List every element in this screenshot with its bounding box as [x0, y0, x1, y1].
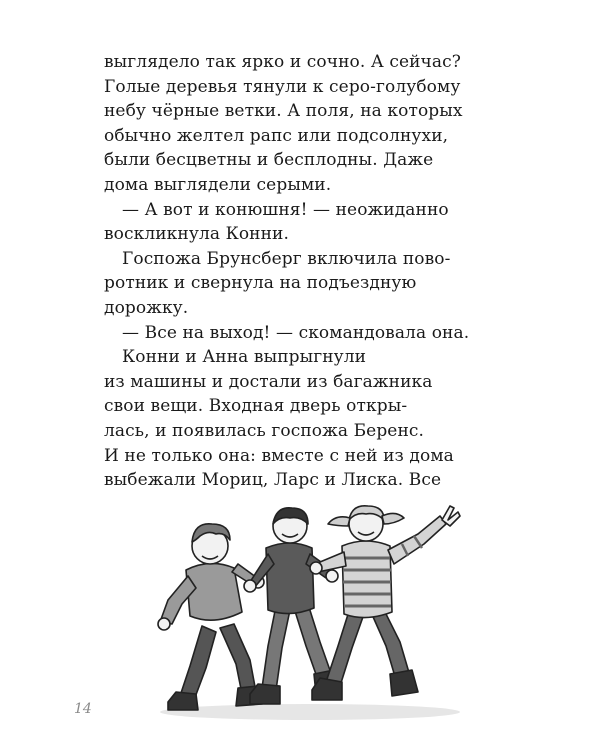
text-line: воскликнула Конни. — [104, 224, 289, 245]
text-line: — Все на выход! — скомандовала она. — [122, 322, 470, 343]
text-line: ротник и свернула на подъездную — [104, 273, 417, 294]
text-line: выбежали Мориц, Ларс и Лиска. Все — [104, 470, 442, 491]
text-line: выглядело так ярко и сочно. А сейчас? — [104, 52, 461, 72]
text-line: свои вещи. Входная дверь откры- — [104, 396, 408, 417]
ground-shadow — [160, 704, 460, 720]
text-line: И не только она: вместе с ней из дома — [104, 445, 454, 466]
text-line: были бесцветны и бесплодны. Даже — [104, 150, 434, 171]
page-number: 14 — [74, 701, 92, 717]
text-line: Госпожа Брунсберг включила пово- — [122, 248, 451, 269]
text-line: небу чёрные ветки. А поля, на которых — [104, 101, 463, 122]
child-middle — [244, 508, 340, 704]
text-line: из машины и достали из багажника — [104, 371, 433, 392]
running-children-illustration — [150, 496, 468, 724]
text-line: обычно желтел рапс или подсолнухи, — [104, 125, 449, 146]
text-line: Конни и Анна выпрыгнули — [122, 347, 367, 368]
text-line: дома выглядели серыми. — [104, 174, 332, 195]
body-text — [104, 50, 544, 493]
child-left — [158, 524, 264, 710]
text-line: дорожку. — [104, 297, 189, 318]
text-line: Голые деревья тянули к серо-голубому — [104, 76, 461, 97]
text-line: — А вот и конюшня! — неожиданно — [122, 199, 449, 220]
child-right — [310, 506, 460, 700]
text-line: лась, и появилась госпожа Беренс. — [104, 420, 425, 441]
